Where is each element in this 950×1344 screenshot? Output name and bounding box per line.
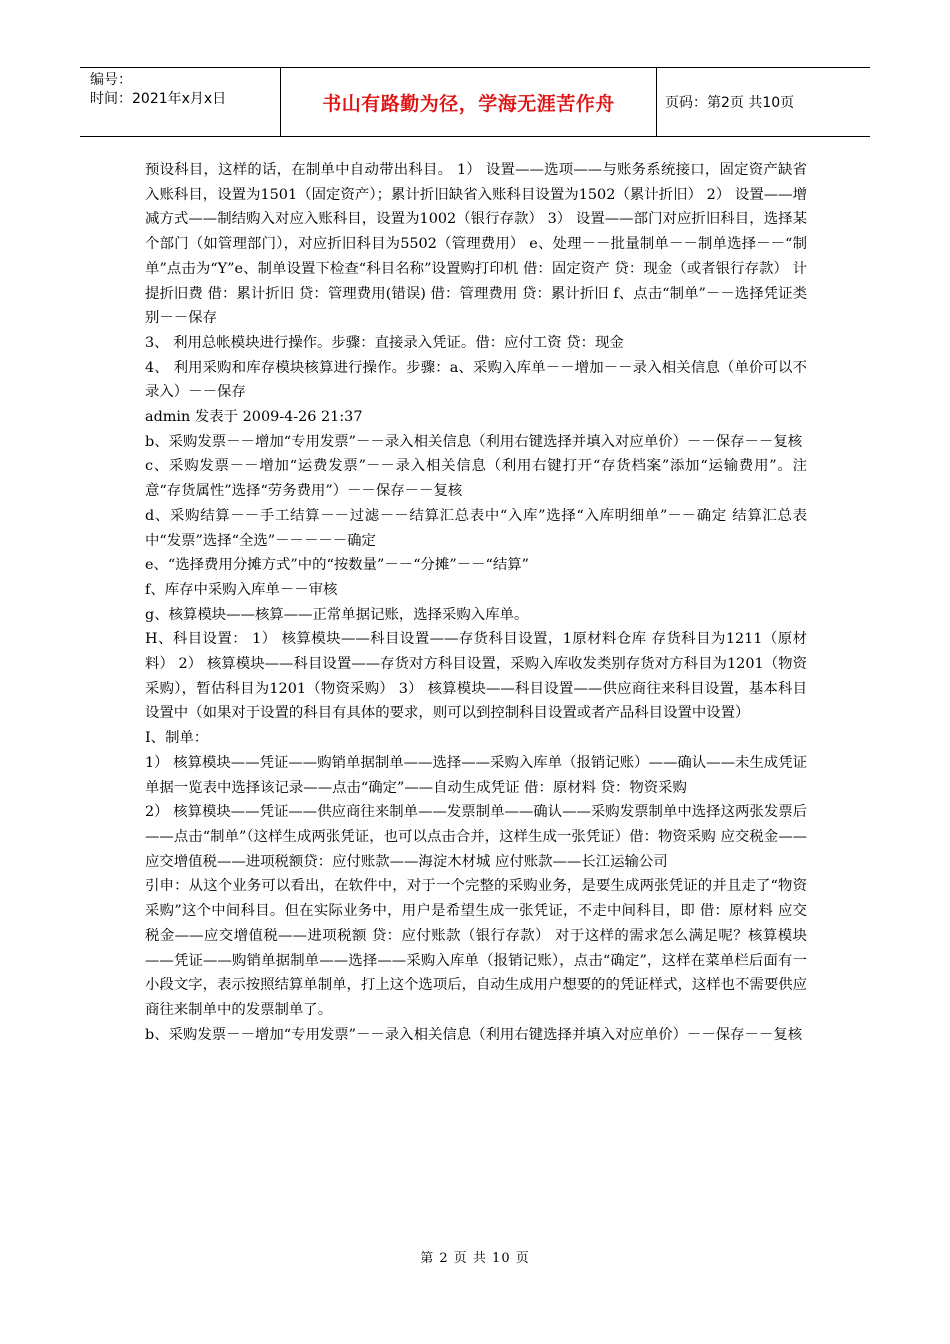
paragraph: b、采购发票－－增加“专用发票”－－录入相关信息（利用右键选择并填入对应单价）－－保存－－复核 bbox=[145, 1026, 803, 1043]
paragraph: b、采购发票－－增加“专用发票”－－录入相关信息（利用右键选择并填入对应单价）－－保存－－复核 bbox=[145, 433, 803, 450]
paragraph: g、核算模块——核算——正常单据记账，选择采购入库单。 bbox=[145, 606, 529, 623]
post-meta: admin 发表于 2009-4-26 21:37 bbox=[145, 409, 363, 426]
document-number: 编号： bbox=[90, 72, 132, 88]
paragraph: 4、 利用采购和库存模块核算进行操作。步骤：a、采购入库单－－增加－－录入相关信息（单价可以不录入）－－保存 bbox=[145, 359, 807, 401]
document-date: 时间：2021年x月x日 bbox=[90, 91, 227, 107]
paragraph: I、制单： bbox=[145, 730, 209, 747]
paragraph: f、库存中采购入库单－－审核 bbox=[145, 581, 338, 598]
paragraph: 2） 核算模块——凭证——供应商往来制单——发票制单——确认——采购发票制单中选择这两张发票后——点击“制单”（这样生成两张凭证，也可以点击合并，这样生成一张凭证）借：物资采购 应交税金——应交增值税——进项税额贷：应付账款——海淀木材城 应付账款——长江运输公司 bbox=[145, 804, 807, 870]
paragraph: 预设科目，这样的话，在制单中自动带出科目。 1） 设置——选项——与账务系统接口，固定资产缺省入账科目，设置为1501（固定资产）；累计折旧缺省入账科目设置为1502（累计折旧） 2） 设置——增减方式——制结购入对应入账科目，设置为1002（银行存款） 3） 设置——部门对应折旧科目，选择某个部门（如管理部门），对应折旧科目为5502（管理费用） e、处理－－批量制单－－制单选择－－“制单”点击为“Y”e、制单设置下检查“科目名称”设置购打印机 借：固定资产 贷：现金（或者银行存款） 计提折旧费 借：累计折旧 贷：管理费用(错误) 借：管理费用 贷：累计折旧 f、点击“制单”－－选择凭证类别－－保存 bbox=[145, 162, 807, 327]
footer-page-number: 第 2 页 共 10 页 bbox=[420, 1251, 530, 1266]
document-body bbox=[145, 158, 807, 1047]
paragraph: 引申：从这个业务可以看出，在软件中，对于一个完整的采购业务，是要生成两张凭证的并且走了“物资采购”这个中间科目。但在实际业务中，用户是希望生成一张凭证，不走中间科目，即 借：原材料 应交税金——应交增值税——进项税额 贷：应付账款（银行存款） 对于这样的需求怎么满足呢？核算模块——凭证——购销单据制单——选择——采购入库单（报销记账），点击“确定”，这样在菜单栏后面有一小段文字，表示按照结算单制单，打上这个选项后，自动生成用户想要的的凭证样式，这样也不需要供应商往来制单中的发票制单了。 bbox=[145, 878, 807, 1018]
paragraph: d、采购结算－－手工结算－－过滤－－结算汇总表中“入库”选择“入库明细单”－－确定 结算汇总表中“发票”选择“全选”－－－－－确定 bbox=[145, 507, 807, 549]
page-footer bbox=[0, 1247, 950, 1266]
header-motto: 书山有路勤为径，学海无涯苦作舟 bbox=[281, 68, 657, 136]
paragraph: c、采购发票－－增加“运费发票”－－录入相关信息（利用右键打开“存货档案”添加“运输费用”。注意“存货属性”选择“劳务费用”）－－保存－－复核 bbox=[145, 458, 807, 500]
paragraph: 1） 核算模块——凭证——购销单据制单——选择——采购入库单（报销记账）——确认——未生成凭证单据一览表中选择该记录——点击“确定”——自动生成凭证 借：原材料 贷：物资采购 bbox=[145, 754, 807, 796]
paragraph: e、“选择费用分摊方式”中的“按数量”－－“分摊”－－“结算” bbox=[145, 557, 529, 574]
header-page-info: 页码：第2页 共10页 bbox=[665, 95, 795, 111]
paragraph: 3、 利用总帐模块进行操作。步骤：直接录入凭证。借：应付工资 贷：现金 bbox=[145, 334, 624, 351]
paragraph: H、科目设置： 1） 核算模块——科目设置——存货科目设置，1原材料仓库 存货科目为1211（原材料） 2） 核算模块——科目设置——存货对方科目设置，采购入库收发类别存货对方科目为1201（物资采购），暂估科目为1201（物资采购） 3） 核算模块——科目设置——供应商往来科目设置，基本科目设置中（如果对于设置的科目有具体的要求，则可以到控制科目设置或者产品科目设置中设置） bbox=[145, 631, 807, 722]
document-header bbox=[80, 67, 870, 137]
header-meta bbox=[80, 68, 281, 136]
